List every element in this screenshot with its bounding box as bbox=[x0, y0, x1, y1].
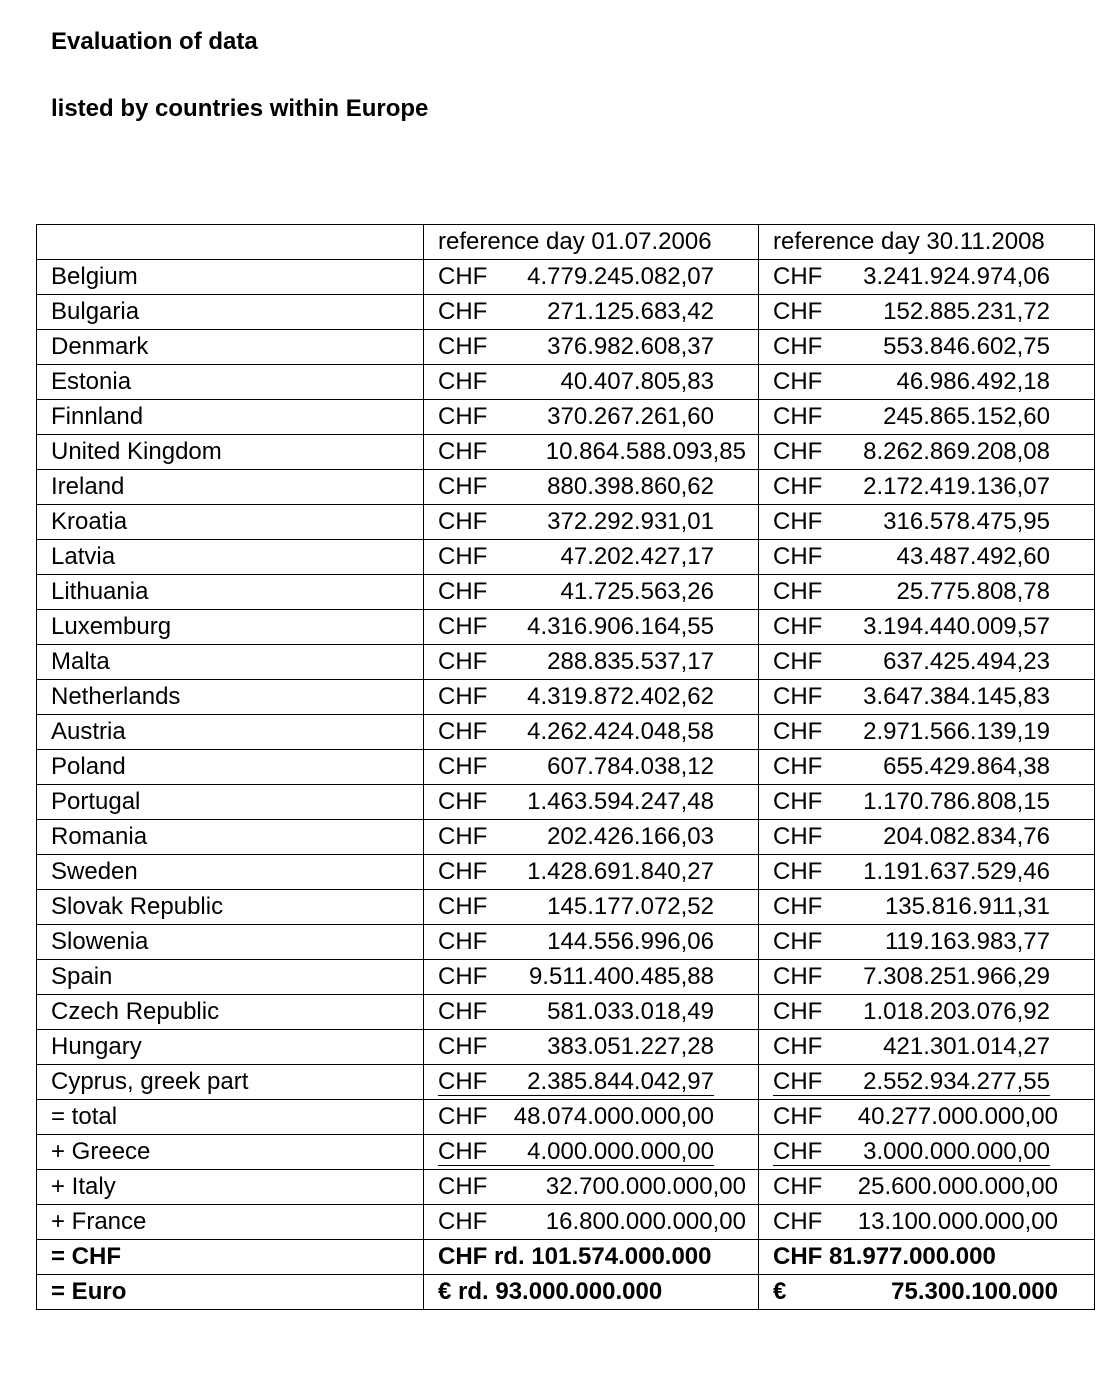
country-cell: = total bbox=[37, 1100, 424, 1135]
table-row bbox=[37, 925, 1095, 960]
country-cell: Kroatia bbox=[37, 505, 424, 540]
amount-cell-2006 bbox=[424, 820, 759, 855]
currency-label: CHF bbox=[773, 963, 823, 990]
currency-label: CHF bbox=[773, 1208, 823, 1235]
table-row bbox=[37, 645, 1095, 680]
amount-cell-2008 bbox=[759, 1275, 1095, 1310]
currency-label: CHF bbox=[773, 788, 823, 815]
table-row bbox=[37, 505, 1095, 540]
table-row bbox=[37, 995, 1095, 1030]
amount-value: 2.552.934.277,55 bbox=[863, 1068, 1050, 1095]
amount-cell-2006 bbox=[424, 890, 759, 925]
amount-cell-2006 bbox=[424, 470, 759, 505]
currency-label: CHF bbox=[438, 1208, 488, 1235]
country-cell: Romania bbox=[37, 820, 424, 855]
currency-label: CHF bbox=[773, 298, 823, 325]
currency-label: CHF bbox=[773, 928, 823, 955]
currency-label: CHF bbox=[773, 753, 823, 780]
country-data-table bbox=[36, 224, 1095, 1310]
amount-value: 25.600.000.000,00 bbox=[857, 1173, 1058, 1200]
table-row bbox=[37, 575, 1095, 610]
currency-label: CHF bbox=[773, 858, 823, 885]
amount-cell-2008 bbox=[759, 575, 1095, 610]
currency-label: CHF bbox=[773, 1103, 823, 1130]
amount-cell-2008 bbox=[759, 995, 1095, 1030]
table-header-row bbox=[37, 225, 1095, 260]
amount-value: 3.194.440.009,57 bbox=[863, 613, 1050, 640]
currency-label: CHF bbox=[438, 543, 488, 570]
underline-rule bbox=[438, 1095, 714, 1096]
currency-label: CHF bbox=[773, 1033, 823, 1060]
amount-value: 4.262.424.048,58 bbox=[527, 718, 714, 745]
currency-label: CHF bbox=[438, 403, 488, 430]
amount-cell-2008 bbox=[759, 260, 1095, 295]
country-cell: + Italy bbox=[37, 1170, 424, 1205]
amount-cell-2006 bbox=[424, 540, 759, 575]
country-cell: Estonia bbox=[37, 365, 424, 400]
amount-cell-2006 bbox=[424, 435, 759, 470]
amount-value: 9.511.400.485,88 bbox=[528, 963, 714, 990]
document-title: Evaluation of data bbox=[51, 28, 258, 55]
amount-cell-2008 bbox=[759, 750, 1095, 785]
currency-label: CHF bbox=[773, 613, 823, 640]
amount-value: 13.100.000.000,00 bbox=[857, 1208, 1058, 1235]
table-row bbox=[37, 1205, 1095, 1240]
amount-value: 245.865.152,60 bbox=[883, 403, 1050, 430]
amount-value: 16.800.000.000,00 bbox=[545, 1208, 746, 1235]
amount-cell-2008 bbox=[759, 1240, 1095, 1275]
amount-value: 376.982.608,37 bbox=[547, 333, 714, 360]
currency-label: CHF bbox=[438, 788, 488, 815]
country-cell: Netherlands bbox=[37, 680, 424, 715]
amount-value: 40.277.000.000,00 bbox=[857, 1103, 1058, 1130]
header-reference-2008: reference day 30.11.2008 bbox=[759, 225, 1095, 260]
amount-cell-2006 bbox=[424, 715, 759, 750]
currency-label: CHF bbox=[773, 893, 823, 920]
amount-cell-2006 bbox=[424, 1030, 759, 1065]
amount-cell-2008 bbox=[759, 400, 1095, 435]
amount-cell-2008 bbox=[759, 715, 1095, 750]
country-cell: Luxemburg bbox=[37, 610, 424, 645]
amount-value: CHF 81.977.000.000 bbox=[773, 1243, 996, 1270]
country-cell: Bulgaria bbox=[37, 295, 424, 330]
country-cell: Finnland bbox=[37, 400, 424, 435]
amount-value: 40.407.805,83 bbox=[560, 368, 714, 395]
amount-value: 1.463.594.247,48 bbox=[527, 788, 714, 815]
amount-value: 41.725.563,26 bbox=[560, 578, 714, 605]
table-row bbox=[37, 260, 1095, 295]
table-row bbox=[37, 1100, 1095, 1135]
amount-value: 372.292.931,01 bbox=[547, 508, 714, 535]
currency-label: CHF bbox=[773, 403, 823, 430]
country-cell: + France bbox=[37, 1205, 424, 1240]
amount-cell-2006 bbox=[424, 750, 759, 785]
amount-cell-2008 bbox=[759, 645, 1095, 680]
currency-label: CHF bbox=[438, 753, 488, 780]
amount-value: 370.267.261,60 bbox=[547, 403, 714, 430]
amount-cell-2006 bbox=[424, 925, 759, 960]
amount-value: 637.425.494,23 bbox=[883, 648, 1050, 675]
amount-cell-2006 bbox=[424, 960, 759, 995]
table-row bbox=[37, 330, 1095, 365]
country-cell: Spain bbox=[37, 960, 424, 995]
amount-value: 4.000.000.000,00 bbox=[527, 1138, 714, 1165]
currency-label: CHF bbox=[438, 683, 488, 710]
underline-rule bbox=[773, 1165, 1050, 1166]
amount-cell-2006 bbox=[424, 365, 759, 400]
table-row bbox=[37, 295, 1095, 330]
currency-label: CHF bbox=[773, 578, 823, 605]
table-row bbox=[37, 750, 1095, 785]
currency-label: CHF bbox=[773, 543, 823, 570]
amount-value: 48.074.000.000,00 bbox=[513, 1103, 714, 1130]
table-row bbox=[37, 1275, 1095, 1310]
country-cell: Denmark bbox=[37, 330, 424, 365]
amount-value: 8.262.869.208,08 bbox=[863, 438, 1050, 465]
table-row bbox=[37, 1170, 1095, 1205]
amount-cell-2006 bbox=[424, 1065, 759, 1100]
currency-label: CHF bbox=[438, 1173, 488, 1200]
currency-label: CHF bbox=[438, 1068, 488, 1095]
amount-cell-2006 bbox=[424, 995, 759, 1030]
currency-label: € bbox=[773, 1278, 787, 1305]
currency-label: CHF bbox=[438, 578, 488, 605]
amount-cell-2008 bbox=[759, 295, 1095, 330]
country-cell: Latvia bbox=[37, 540, 424, 575]
amount-value: 4.319.872.402,62 bbox=[527, 683, 714, 710]
amount-value: 119.163.983,77 bbox=[884, 928, 1050, 955]
currency-label: CHF bbox=[438, 823, 488, 850]
currency-label: CHF bbox=[438, 263, 488, 290]
amount-cell-2006 bbox=[424, 785, 759, 820]
currency-label: CHF bbox=[773, 438, 823, 465]
amount-value: 271.125.683,42 bbox=[547, 298, 714, 325]
amount-value: 1.428.691.840,27 bbox=[527, 858, 714, 885]
amount-value: 43.487.492,60 bbox=[896, 543, 1050, 570]
table-row bbox=[37, 1065, 1095, 1100]
amount-value: 145.177.072,52 bbox=[547, 893, 714, 920]
table-row bbox=[37, 610, 1095, 645]
amount-value: 202.426.166,03 bbox=[547, 823, 714, 850]
currency-label: CHF bbox=[438, 508, 488, 535]
amount-value: 47.202.427,17 bbox=[560, 543, 714, 570]
amount-cell-2006 bbox=[424, 1240, 759, 1275]
amount-value: 2.971.566.139,19 bbox=[863, 718, 1050, 745]
amount-cell-2006 bbox=[424, 1100, 759, 1135]
currency-label: CHF bbox=[773, 718, 823, 745]
currency-label: CHF bbox=[438, 438, 488, 465]
table-row bbox=[37, 435, 1095, 470]
amount-cell-2008 bbox=[759, 1030, 1095, 1065]
amount-cell-2008 bbox=[759, 365, 1095, 400]
table-row bbox=[37, 470, 1095, 505]
currency-label: CHF bbox=[773, 683, 823, 710]
amount-value: 75.300.100.000 bbox=[891, 1278, 1058, 1305]
country-cell: Malta bbox=[37, 645, 424, 680]
amount-value: 46.986.492,18 bbox=[896, 368, 1050, 395]
amount-cell-2006 bbox=[424, 1170, 759, 1205]
amount-value: 1.191.637.529,46 bbox=[863, 858, 1050, 885]
table-row bbox=[37, 365, 1095, 400]
country-cell: Belgium bbox=[37, 260, 424, 295]
table-row bbox=[37, 715, 1095, 750]
amount-value: 655.429.864,38 bbox=[883, 753, 1050, 780]
amount-cell-2008 bbox=[759, 1100, 1095, 1135]
amount-value: 25.775.808,78 bbox=[896, 578, 1050, 605]
header-reference-2006: reference day 01.07.2006 bbox=[424, 225, 759, 260]
table-row bbox=[37, 1240, 1095, 1275]
country-cell: Poland bbox=[37, 750, 424, 785]
amount-value: 152.885.231,72 bbox=[883, 298, 1050, 325]
amount-cell-2008 bbox=[759, 680, 1095, 715]
currency-label: CHF bbox=[773, 648, 823, 675]
amount-cell-2006 bbox=[424, 1275, 759, 1310]
country-cell: Lithuania bbox=[37, 575, 424, 610]
table-row bbox=[37, 960, 1095, 995]
country-cell: United Kingdom bbox=[37, 435, 424, 470]
currency-label: CHF bbox=[438, 928, 488, 955]
currency-label: CHF bbox=[438, 963, 488, 990]
country-cell: Slowenia bbox=[37, 925, 424, 960]
amount-cell-2008 bbox=[759, 1170, 1095, 1205]
currency-label: CHF bbox=[438, 473, 488, 500]
amount-cell-2008 bbox=[759, 470, 1095, 505]
document-subtitle: listed by countries within Europe bbox=[51, 95, 429, 122]
country-cell: Cyprus, greek part bbox=[37, 1065, 424, 1100]
amount-cell-2006 bbox=[424, 645, 759, 680]
currency-label: CHF bbox=[438, 1103, 488, 1130]
amount-cell-2006 bbox=[424, 330, 759, 365]
table-row bbox=[37, 890, 1095, 925]
country-cell: Portugal bbox=[37, 785, 424, 820]
amount-cell-2006 bbox=[424, 1135, 759, 1170]
amount-cell-2006 bbox=[424, 400, 759, 435]
table-row bbox=[37, 1135, 1095, 1170]
amount-value: 10.864.588.093,85 bbox=[545, 438, 746, 465]
currency-label: CHF bbox=[773, 263, 823, 290]
amount-cell-2008 bbox=[759, 890, 1095, 925]
currency-label: CHF bbox=[773, 333, 823, 360]
amount-value: 3.647.384.145,83 bbox=[863, 683, 1050, 710]
currency-label: CHF bbox=[438, 858, 488, 885]
table-row bbox=[37, 785, 1095, 820]
currency-label: CHF bbox=[438, 1138, 488, 1165]
country-cell: = Euro bbox=[37, 1275, 424, 1310]
table-row bbox=[37, 1030, 1095, 1065]
amount-value: 4.779.245.082,07 bbox=[527, 263, 714, 290]
currency-label: CHF bbox=[438, 613, 488, 640]
amount-value: CHF rd. 101.574.000.000 bbox=[438, 1243, 712, 1270]
amount-value: 607.784.038,12 bbox=[547, 753, 714, 780]
currency-label: CHF bbox=[438, 298, 488, 325]
amount-cell-2008 bbox=[759, 820, 1095, 855]
amount-value: 880.398.860,62 bbox=[547, 473, 714, 500]
currency-label: CHF bbox=[438, 718, 488, 745]
table-row bbox=[37, 680, 1095, 715]
underline-rule bbox=[438, 1165, 714, 1166]
amount-cell-2006 bbox=[424, 575, 759, 610]
country-cell: Czech Republic bbox=[37, 995, 424, 1030]
country-cell: + Greece bbox=[37, 1135, 424, 1170]
amount-value: 7.308.251.966,29 bbox=[863, 963, 1050, 990]
currency-label: CHF bbox=[438, 368, 488, 395]
amount-cell-2006 bbox=[424, 680, 759, 715]
country-cell: Sweden bbox=[37, 855, 424, 890]
amount-value: 383.051.227,28 bbox=[547, 1033, 714, 1060]
amount-cell-2008 bbox=[759, 610, 1095, 645]
amount-value: 316.578.475,95 bbox=[883, 508, 1050, 535]
amount-cell-2006 bbox=[424, 610, 759, 645]
amount-value: 3.000.000.000,00 bbox=[863, 1138, 1050, 1165]
amount-value: 1.018.203.076,92 bbox=[863, 998, 1050, 1025]
amount-value: € rd. 93.000.000.000 bbox=[438, 1278, 663, 1305]
currency-label: CHF bbox=[773, 823, 823, 850]
amount-value: 144.556.996,06 bbox=[547, 928, 714, 955]
amount-value: 553.846.602,75 bbox=[883, 333, 1050, 360]
amount-cell-2008 bbox=[759, 855, 1095, 890]
country-cell: = CHF bbox=[37, 1240, 424, 1275]
currency-label: CHF bbox=[438, 1033, 488, 1060]
amount-value: 4.316.906.164,55 bbox=[527, 613, 714, 640]
amount-value: 421.301.014,27 bbox=[883, 1033, 1050, 1060]
amount-cell-2008 bbox=[759, 505, 1095, 540]
amount-value: 1.170.786.808,15 bbox=[863, 788, 1050, 815]
amount-cell-2008 bbox=[759, 785, 1095, 820]
currency-label: CHF bbox=[773, 473, 823, 500]
amount-cell-2008 bbox=[759, 960, 1095, 995]
amount-cell-2008 bbox=[759, 1135, 1095, 1170]
amount-cell-2008 bbox=[759, 1065, 1095, 1100]
country-cell: Ireland bbox=[37, 470, 424, 505]
amount-cell-2006 bbox=[424, 260, 759, 295]
currency-label: CHF bbox=[438, 648, 488, 675]
amount-cell-2008 bbox=[759, 540, 1095, 575]
amount-cell-2006 bbox=[424, 1205, 759, 1240]
amount-value: 288.835.537,17 bbox=[547, 648, 714, 675]
amount-cell-2008 bbox=[759, 435, 1095, 470]
table-row bbox=[37, 855, 1095, 890]
amount-value: 32.700.000.000,00 bbox=[545, 1173, 746, 1200]
currency-label: CHF bbox=[773, 998, 823, 1025]
table-row bbox=[37, 400, 1095, 435]
amount-cell-2006 bbox=[424, 505, 759, 540]
currency-label: CHF bbox=[773, 508, 823, 535]
amount-value: 581.033.018,49 bbox=[547, 998, 714, 1025]
country-cell: Slovak Republic bbox=[37, 890, 424, 925]
amount-cell-2008 bbox=[759, 925, 1095, 960]
amount-value: 2.385.844.042,97 bbox=[527, 1068, 714, 1095]
currency-label: CHF bbox=[438, 333, 488, 360]
amount-cell-2006 bbox=[424, 855, 759, 890]
country-cell: Austria bbox=[37, 715, 424, 750]
amount-value: 204.082.834,76 bbox=[883, 823, 1050, 850]
currency-label: CHF bbox=[773, 368, 823, 395]
amount-value: 135.816.911,31 bbox=[884, 893, 1050, 920]
header-empty-cell bbox=[37, 225, 424, 260]
amount-cell-2008 bbox=[759, 330, 1095, 365]
amount-cell-2006 bbox=[424, 295, 759, 330]
table-row bbox=[37, 540, 1095, 575]
amount-value: 2.172.419.136,07 bbox=[863, 473, 1050, 500]
table-row bbox=[37, 820, 1095, 855]
currency-label: CHF bbox=[438, 998, 488, 1025]
currency-label: CHF bbox=[773, 1173, 823, 1200]
currency-label: CHF bbox=[773, 1068, 823, 1095]
currency-label: CHF bbox=[438, 893, 488, 920]
amount-cell-2008 bbox=[759, 1205, 1095, 1240]
currency-label: CHF bbox=[773, 1138, 823, 1165]
underline-rule bbox=[773, 1095, 1050, 1096]
country-cell: Hungary bbox=[37, 1030, 424, 1065]
amount-value: 3.241.924.974,06 bbox=[863, 263, 1050, 290]
